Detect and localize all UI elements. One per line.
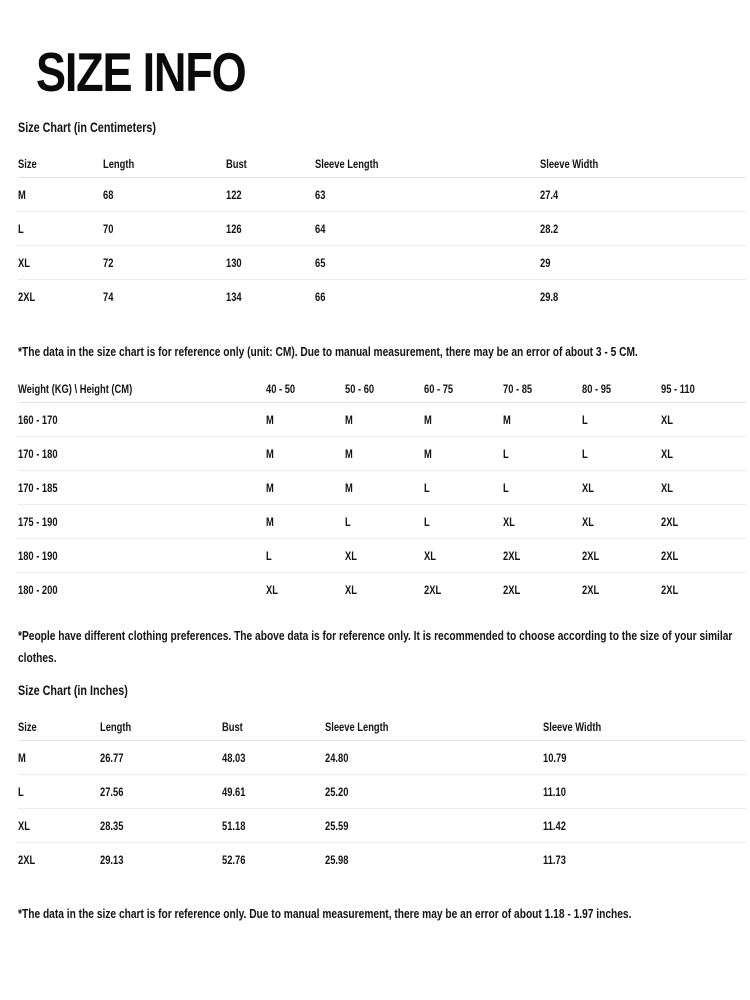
- row-label-cell-text: 170 - 180: [18, 446, 58, 461]
- table-cell: [503, 447, 582, 461]
- table-cell-text: 26.77: [100, 750, 124, 765]
- table-cell-text: M: [345, 412, 353, 427]
- table-cell-text: 11.10: [543, 784, 566, 799]
- table-cell: [540, 256, 746, 270]
- table-cell: [543, 751, 746, 765]
- table-cell-text: 68: [103, 187, 114, 202]
- table-cell-text: M: [424, 446, 432, 461]
- table-cell: [266, 481, 345, 495]
- table-cell: [266, 583, 345, 597]
- table-cell: [661, 447, 746, 461]
- table-cell: [503, 515, 582, 529]
- table-cell-text: 51.18: [222, 818, 246, 833]
- table-cell-text: M: [503, 412, 511, 427]
- table-cell-text: 29.13: [100, 853, 124, 867]
- table-cell-text: 122: [226, 187, 242, 202]
- table-cell-text: 49.61: [222, 784, 246, 799]
- table-cell-text: 2XL: [661, 514, 679, 529]
- table-cell-text: 72: [103, 255, 114, 270]
- cm-section-heading: [18, 120, 750, 136]
- table-cell: [18, 819, 100, 833]
- table-cell-text: 66: [315, 290, 326, 304]
- cm-note: *The data in the size chart is for reference only (unit: CM). Due to manual measurement, there may be an error of about 3 - 5 CM.: [18, 344, 638, 359]
- table-cell: [540, 222, 746, 236]
- table-cell-text: XL: [661, 480, 673, 495]
- column-header-text: Length: [103, 156, 135, 171]
- table-cell-text: M: [266, 480, 274, 495]
- table-cell: [582, 583, 661, 597]
- row-label-cell: [18, 549, 266, 563]
- page-title: [36, 41, 750, 103]
- row-label-cell-text: 160 - 170: [18, 412, 58, 427]
- row-label-cell-text: 175 - 190: [18, 514, 58, 529]
- column-header-text: Sleeve Length: [315, 156, 379, 171]
- table-cell-text: XL: [424, 548, 436, 563]
- table-row: [18, 280, 746, 314]
- table-cell: [266, 515, 345, 529]
- table-cell-text: XL: [18, 818, 30, 833]
- table-row: [18, 539, 746, 573]
- table-cell-text: M: [424, 412, 432, 427]
- table-row: [18, 775, 746, 809]
- table-cell-text: 2XL: [661, 548, 679, 563]
- table-cell-text: 28.2: [540, 221, 559, 236]
- table-cell: [315, 290, 540, 304]
- table-cell-text: 65: [315, 255, 326, 270]
- table-row: [18, 573, 746, 607]
- table-cell: [582, 481, 661, 495]
- table-cell: [543, 785, 746, 799]
- table-cell-text: M: [345, 446, 353, 461]
- table-cell-text: XL: [582, 514, 594, 529]
- table-cell: [266, 447, 345, 461]
- table-cell: [582, 515, 661, 529]
- table-cell: [582, 413, 661, 427]
- table-cell-text: 28.35: [100, 818, 124, 833]
- table-cell-text: L: [424, 480, 430, 495]
- column-header: [18, 382, 266, 396]
- table-cell: [18, 188, 103, 202]
- table-cell: [103, 188, 226, 202]
- row-label-cell: [18, 481, 266, 495]
- table-cell-text: 10.79: [543, 750, 567, 765]
- column-header-text: 95 - 110: [661, 381, 695, 396]
- column-header: [540, 157, 746, 171]
- table-cell-text: 134: [226, 290, 242, 304]
- table-row: [18, 437, 746, 471]
- table-cell: [325, 751, 543, 765]
- table-row: [18, 212, 746, 246]
- table-cell-text: L: [18, 784, 24, 799]
- table-cell-text: 64: [315, 221, 326, 236]
- table-cell-text: 2XL: [18, 290, 36, 304]
- column-header-text: Sleeve Length: [325, 719, 389, 734]
- table-cell: [18, 290, 103, 304]
- table-cell: [100, 751, 222, 765]
- table-cell: [582, 549, 661, 563]
- column-header: [325, 720, 543, 734]
- table-row: [18, 403, 746, 437]
- column-header: [18, 157, 103, 171]
- table-row: [18, 178, 746, 212]
- table-cell-text: M: [345, 480, 353, 495]
- table-cell: [424, 413, 503, 427]
- row-label-cell-text: 180 - 190: [18, 548, 58, 563]
- column-header: [315, 157, 540, 171]
- table-cell-text: 130: [226, 255, 242, 270]
- table-cell: [266, 413, 345, 427]
- column-header-text: Sleeve Width: [543, 719, 602, 734]
- column-header-text: 50 - 60: [345, 381, 375, 396]
- table-cell-text: 11.42: [543, 818, 566, 833]
- table-cell: [226, 188, 315, 202]
- table-cell-text: XL: [661, 412, 673, 427]
- fit-note: *People have different clothing preferences. The above data is for reference only. It is recommended to choose according to the size of your similar clothes.: [18, 628, 733, 665]
- row-label-cell: [18, 413, 266, 427]
- table-cell: [103, 256, 226, 270]
- table-cell-text: M: [266, 514, 274, 529]
- table-cell: [345, 549, 424, 563]
- table-cell: [661, 515, 746, 529]
- table-cell-text: 25.98: [325, 853, 349, 867]
- table-cell-text: XL: [582, 480, 594, 495]
- table-cell-text: L: [424, 514, 430, 529]
- cm-size-table: [18, 150, 746, 314]
- table-cell: [103, 222, 226, 236]
- table-cell: [345, 583, 424, 597]
- table-cell-text: XL: [18, 255, 30, 270]
- table-cell: [661, 413, 746, 427]
- table-cell: [345, 481, 424, 495]
- table-cell-text: 25.59: [325, 818, 349, 833]
- table-cell-text: 25.20: [325, 784, 349, 799]
- table-cell: [222, 785, 325, 799]
- table-cell: [325, 785, 543, 799]
- table-row: [18, 809, 746, 843]
- table-cell-text: 52.76: [222, 853, 246, 867]
- table-cell-text: 70: [103, 221, 114, 236]
- row-label-cell: [18, 515, 266, 529]
- column-header: [18, 720, 100, 734]
- table-row: [18, 471, 746, 505]
- table-cell-text: L: [503, 446, 509, 461]
- table-cell: [266, 549, 345, 563]
- table-cell-text: 63: [315, 187, 326, 202]
- table-cell: [424, 447, 503, 461]
- table-cell-text: M: [266, 412, 274, 427]
- table-cell-text: 24.80: [325, 750, 349, 765]
- table-cell: [424, 549, 503, 563]
- column-header-text: Size: [18, 719, 37, 734]
- table-cell: [424, 515, 503, 529]
- table-cell: [18, 222, 103, 236]
- column-header: [222, 720, 325, 734]
- column-header: [226, 157, 315, 171]
- table-cell: [345, 515, 424, 529]
- cm-section-heading-text: Size Chart (in Centimeters): [18, 120, 157, 135]
- table-cell-text: M: [18, 750, 26, 765]
- table-cell-text: XL: [503, 514, 515, 529]
- row-label-cell: [18, 583, 266, 597]
- table-row: [18, 505, 746, 539]
- table-cell: [503, 583, 582, 597]
- row-label-cell: [18, 447, 266, 461]
- column-header: [266, 382, 345, 396]
- table-cell: [543, 819, 746, 833]
- table-cell-text: L: [582, 446, 588, 461]
- table-cell: [543, 853, 746, 867]
- table-cell-text: 2XL: [18, 853, 36, 867]
- column-header: [661, 382, 746, 396]
- table-cell-text: 48.03: [222, 750, 246, 765]
- table-cell: [18, 256, 103, 270]
- table-cell-text: 27.4: [540, 187, 559, 202]
- column-header-text: 40 - 50: [266, 381, 296, 396]
- table-cell: [18, 751, 100, 765]
- table-cell: [226, 290, 315, 304]
- column-header: [582, 382, 661, 396]
- table-cell-text: 27.56: [100, 784, 124, 799]
- table-cell-text: XL: [661, 446, 673, 461]
- table-cell: [100, 853, 222, 867]
- column-header: [543, 720, 746, 734]
- table-cell: [424, 481, 503, 495]
- column-header-text: 70 - 85: [503, 381, 533, 396]
- table-cell-text: 11.73: [543, 853, 566, 867]
- table-row: [18, 843, 746, 877]
- table-cell-text: 74: [103, 290, 114, 304]
- table-cell-text: 2XL: [503, 583, 521, 597]
- table-cell: [424, 583, 503, 597]
- row-label-cell-text: 180 - 200: [18, 583, 58, 597]
- column-header: [103, 157, 226, 171]
- table-cell-text: M: [18, 187, 26, 202]
- table-cell-text: 2XL: [424, 583, 442, 597]
- table-row: [18, 741, 746, 775]
- table-cell: [226, 256, 315, 270]
- table-cell: [503, 481, 582, 495]
- table-cell: [315, 222, 540, 236]
- table-cell: [325, 819, 543, 833]
- table-cell: [222, 853, 325, 867]
- table-cell: [540, 188, 746, 202]
- table-header-row: [18, 375, 746, 403]
- column-header-text: Bust: [222, 719, 243, 734]
- column-header: [345, 382, 424, 396]
- table-cell-text: L: [503, 480, 509, 495]
- table-cell: [661, 549, 746, 563]
- table-cell-text: L: [345, 514, 351, 529]
- column-header-text: Sleeve Width: [540, 156, 599, 171]
- table-cell-text: L: [266, 548, 272, 563]
- table-cell: [18, 785, 100, 799]
- table-cell: [18, 853, 100, 867]
- table-cell: [540, 290, 746, 304]
- table-cell: [345, 447, 424, 461]
- table-cell: [103, 290, 226, 304]
- table-cell: [345, 413, 424, 427]
- table-cell-text: L: [18, 221, 24, 236]
- column-header-text: Weight (KG) \ Height (CM): [18, 381, 133, 396]
- column-header-text: Size: [18, 156, 37, 171]
- page-title-text: SIZE INFO: [36, 41, 246, 103]
- table-cell: [315, 256, 540, 270]
- column-header-text: Bust: [226, 156, 247, 171]
- table-cell: [661, 583, 746, 597]
- inch-size-table: [18, 713, 746, 877]
- table-cell-text: 2XL: [582, 548, 600, 563]
- table-cell: [315, 188, 540, 202]
- inch-note: *The data in the size chart is for reference only. Due to manual measurement, there may be an error of about 1.18 - 1.97 inches.: [18, 906, 632, 921]
- table-cell-text: L: [582, 412, 588, 427]
- table-header-row: [18, 713, 746, 741]
- table-cell: [100, 785, 222, 799]
- table-cell-text: XL: [345, 583, 357, 597]
- column-header: [100, 720, 222, 734]
- table-cell-text: 2XL: [503, 548, 521, 563]
- table-cell: [100, 819, 222, 833]
- table-cell-text: XL: [345, 548, 357, 563]
- table-cell: [226, 222, 315, 236]
- table-cell: [325, 853, 543, 867]
- fit-guide-table: [18, 375, 746, 607]
- table-cell: [661, 481, 746, 495]
- table-cell-text: 126: [226, 221, 242, 236]
- inch-section-heading: [18, 683, 750, 699]
- inch-section-heading-text: Size Chart (in Inches): [18, 683, 128, 698]
- table-cell-text: 29: [540, 255, 551, 270]
- column-header-text: 80 - 95: [582, 381, 612, 396]
- table-cell: [503, 413, 582, 427]
- column-header: [503, 382, 582, 396]
- column-header-text: 60 - 75: [424, 381, 454, 396]
- column-header: [424, 382, 503, 396]
- column-header-text: Length: [100, 719, 132, 734]
- table-cell-text: 2XL: [661, 583, 679, 597]
- table-cell: [503, 549, 582, 563]
- table-header-row: [18, 150, 746, 178]
- table-cell-text: M: [266, 446, 274, 461]
- table-cell: [222, 751, 325, 765]
- row-label-cell-text: 170 - 185: [18, 480, 58, 495]
- table-cell: [582, 447, 661, 461]
- table-cell-text: 29.8: [540, 290, 559, 304]
- table-cell: [222, 819, 325, 833]
- table-cell-text: XL: [266, 583, 278, 597]
- table-cell-text: 2XL: [582, 583, 600, 597]
- table-row: [18, 246, 746, 280]
